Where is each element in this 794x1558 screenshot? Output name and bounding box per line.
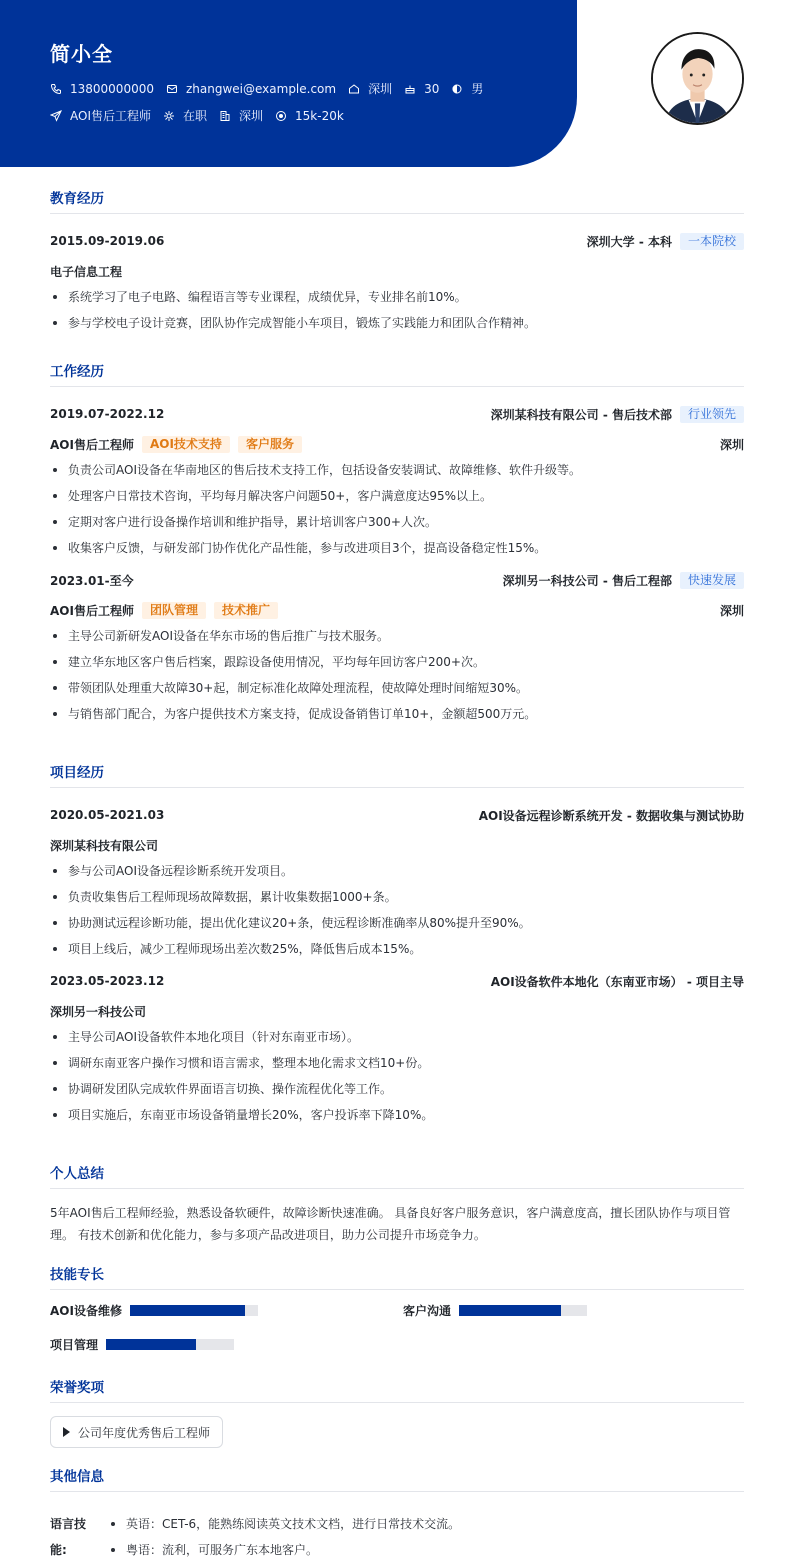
avatar-portrait-icon	[653, 34, 742, 123]
avatar	[651, 32, 744, 125]
target-city-item	[219, 107, 263, 124]
skill-bar-fill	[106, 1339, 196, 1350]
work-company-tag: 行业领先	[680, 406, 744, 423]
cake-icon	[404, 83, 416, 95]
list-item: 定期对客户进行设备操作培训和维护指导，累计培训客户300+人次。	[50, 509, 744, 535]
list-item: 项目实施后，东南亚市场设备销量增长20%，客户投诉率下降10%。	[50, 1102, 744, 1128]
skill-name: AOI设备维修	[50, 1304, 122, 1318]
work-period: 2019.07-2022.12	[50, 407, 165, 421]
education-tag: 一本院校	[680, 233, 744, 250]
contact-row	[50, 80, 495, 97]
work-role: AOI售后工程师	[50, 603, 134, 618]
project-company-row	[50, 1002, 744, 1020]
education-major: 电子信息工程	[50, 264, 123, 279]
home-icon	[348, 83, 360, 95]
language-label: 语言技能:	[50, 1517, 87, 1557]
work-section	[50, 360, 744, 727]
list-item: 建立华东地区客户售后档案，跟踪设备使用情况，平均每年回访客户200+次。	[50, 649, 744, 675]
gender-item	[451, 80, 483, 97]
project-entry	[50, 806, 744, 962]
skill-item	[403, 1302, 587, 1319]
candidate-name: 简小全	[50, 42, 113, 66]
work-role-row	[50, 601, 744, 619]
skill-bar-fill	[459, 1305, 561, 1316]
work-header	[50, 571, 744, 589]
work-company: 深圳另一科技公司 - 售后工程部	[502, 573, 672, 588]
skills-section	[50, 1263, 744, 1359]
project-company: 深圳某科技有限公司	[50, 838, 159, 853]
list-item: 带领团队处理重大故障30+起，制定标准化故障处理流程，使故障处理时间缩短30%。	[50, 675, 744, 701]
work-company-tag: 快速发展	[680, 572, 744, 589]
gender-icon	[451, 83, 463, 95]
projects-section	[50, 761, 744, 1128]
target-city-text: 深圳	[239, 109, 264, 123]
gender-text: 男	[471, 82, 484, 96]
list-item: 负责收集售后工程师现场故障数据，累计收集数据1000+条。	[50, 884, 744, 910]
work-company: 深圳某科技有限公司 - 售后技术部	[490, 407, 672, 422]
email-item	[166, 82, 336, 96]
education-period: 2015.09-2019.06	[50, 234, 165, 248]
work-title: 工作经历	[50, 360, 744, 387]
education-title: 教育经历	[50, 187, 744, 214]
education-bullets	[50, 284, 744, 336]
city-item	[348, 80, 392, 97]
work-skill-tag: 技术推广	[214, 602, 278, 619]
skill-name: 客户沟通	[403, 1304, 452, 1318]
skill-bar	[459, 1305, 587, 1316]
work-period: 2023.01-至今	[50, 573, 134, 588]
work-entry	[50, 405, 744, 561]
settings-icon	[163, 110, 175, 122]
list-item: 主导公司新研发AOI设备在华东市场的售后推广与技术服务。	[50, 623, 744, 649]
project-name: AOI设备软件本地化（东南亚市场） - 项目主导	[490, 974, 744, 989]
salary-item	[275, 109, 344, 123]
job-item	[50, 107, 151, 124]
play-triangle-icon	[63, 1427, 70, 1437]
list-item: 协调研发团队完成软件界面语言切换、操作流程优化等工作。	[50, 1076, 744, 1102]
list-item: 主导公司AOI设备软件本地化项目（针对东南亚市场）。	[50, 1024, 744, 1050]
list-item: 与销售部门配合，为客户提供技术方案支持，促成设备销售订单10+，金额超500万元。	[50, 701, 744, 727]
summary-text: 5年AOI售后工程师经验，熟悉设备软硬件，故障诊断快速准确。 具备良好客户服务意识，客户满意度高，擅长团队协作与项目管理。 有技术创新和优化能力，参与多项产品改进项目，助力公司提升市场竞争力。	[50, 1206, 731, 1242]
award-item[interactable]	[50, 1416, 223, 1448]
work-location: 深圳	[719, 603, 744, 618]
skill-item	[50, 1302, 258, 1319]
skill-bar	[130, 1305, 258, 1316]
skills-title: 技能专长	[50, 1263, 744, 1290]
job-text: AOI售后工程师	[70, 109, 151, 123]
phone-item	[50, 82, 154, 96]
language-list	[108, 1511, 460, 1558]
projects-title: 项目经历	[50, 761, 744, 788]
project-name: AOI设备远程诊断系统开发 - 数据收集与测试协助	[478, 808, 744, 823]
skill-bar-fill	[130, 1305, 245, 1316]
age-item	[404, 82, 439, 96]
skill-item	[50, 1336, 234, 1353]
list-item: 参与学校电子设计竞赛，团队协作完成智能小车项目，锻炼了实践能力和团队合作精神。	[50, 310, 744, 336]
education-major-row	[50, 262, 744, 280]
list-item: 处理客户日常技术咨询，平均每月解决客户问题50+，客户满意度达95%以上。	[50, 483, 744, 509]
award-label: 公司年度优秀售后工程师	[78, 1425, 211, 1440]
list-item: 英语：CET-6，能熟练阅读英文技术文档，进行日常技术交流。	[108, 1511, 460, 1537]
resume-header	[0, 0, 577, 167]
awards-title: 荣誉奖项	[50, 1376, 744, 1403]
list-item: 系统学习了电子电路、编程语言等专业课程，成绩优异，专业排名前10%。	[50, 284, 744, 310]
project-period: 2023.05-2023.12	[50, 974, 165, 988]
phone-text: 13800000000	[70, 81, 154, 96]
send-icon	[50, 110, 62, 122]
project-bullets	[50, 858, 744, 962]
project-entry	[50, 972, 744, 1128]
work-entry	[50, 571, 744, 727]
other-title: 其他信息	[50, 1465, 744, 1492]
education-header	[50, 232, 744, 250]
work-role: AOI售后工程师	[50, 437, 134, 452]
job-row	[50, 107, 356, 124]
project-header	[50, 972, 744, 990]
city-text: 深圳	[368, 82, 393, 96]
age-text: 30	[424, 81, 440, 96]
skill-name: 项目管理	[50, 1338, 99, 1352]
education-school: 深圳大学 - 本科	[586, 234, 672, 249]
list-item: 参与公司AOI设备远程诊断系统开发项目。	[50, 858, 744, 884]
language-row	[50, 1511, 744, 1558]
work-skill-tag: 团队管理	[142, 602, 206, 619]
salary-text: 15k-20k	[295, 108, 344, 123]
project-company: 深圳另一科技公司	[50, 1004, 147, 1019]
work-bullets	[50, 623, 744, 727]
phone-icon	[50, 83, 62, 95]
coin-icon	[275, 110, 287, 122]
list-item: 负责公司AOI设备在华南地区的售后技术支持工作，包括设备安装调试、故障维修、软件升级等。	[50, 457, 744, 483]
list-item: 粤语：流利，可服务广东本地客户。	[108, 1537, 460, 1558]
work-bullets	[50, 457, 744, 561]
summary-title: 个人总结	[50, 1162, 744, 1189]
status-text: 在职	[182, 109, 207, 123]
mail-icon	[166, 83, 178, 95]
education-entry	[50, 232, 744, 336]
project-company-row	[50, 836, 744, 854]
list-item: 收集客户反馈，与研发部门协作优化产品性能，参与改进项目3个，提高设备稳定性15%。	[50, 535, 744, 561]
project-bullets	[50, 1024, 744, 1128]
project-header	[50, 806, 744, 824]
other-section	[50, 1465, 744, 1558]
building-icon	[219, 110, 231, 122]
awards-section	[50, 1376, 744, 1448]
work-header	[50, 405, 744, 423]
project-period: 2020.05-2021.03	[50, 808, 165, 822]
education-section	[50, 187, 744, 336]
summary-section	[50, 1162, 744, 1246]
skill-bar	[106, 1339, 234, 1350]
work-skill-tag: AOI技术支持	[142, 436, 230, 453]
work-location: 深圳	[719, 437, 744, 452]
work-skill-tag: 客户服务	[238, 436, 302, 453]
list-item: 项目上线后，减少工程师现场出差次数25%，降低售后成本15%。	[50, 936, 744, 962]
list-item: 协助测试远程诊断功能，提出优化建议20+条，使远程诊断准确率从80%提升至90%。	[50, 910, 744, 936]
list-item: 调研东南亚客户操作习惯和语言需求，整理本地化需求文档10+份。	[50, 1050, 744, 1076]
work-role-row	[50, 435, 744, 453]
email-text: zhangwei@example.com	[185, 81, 337, 96]
status-item	[163, 107, 207, 124]
